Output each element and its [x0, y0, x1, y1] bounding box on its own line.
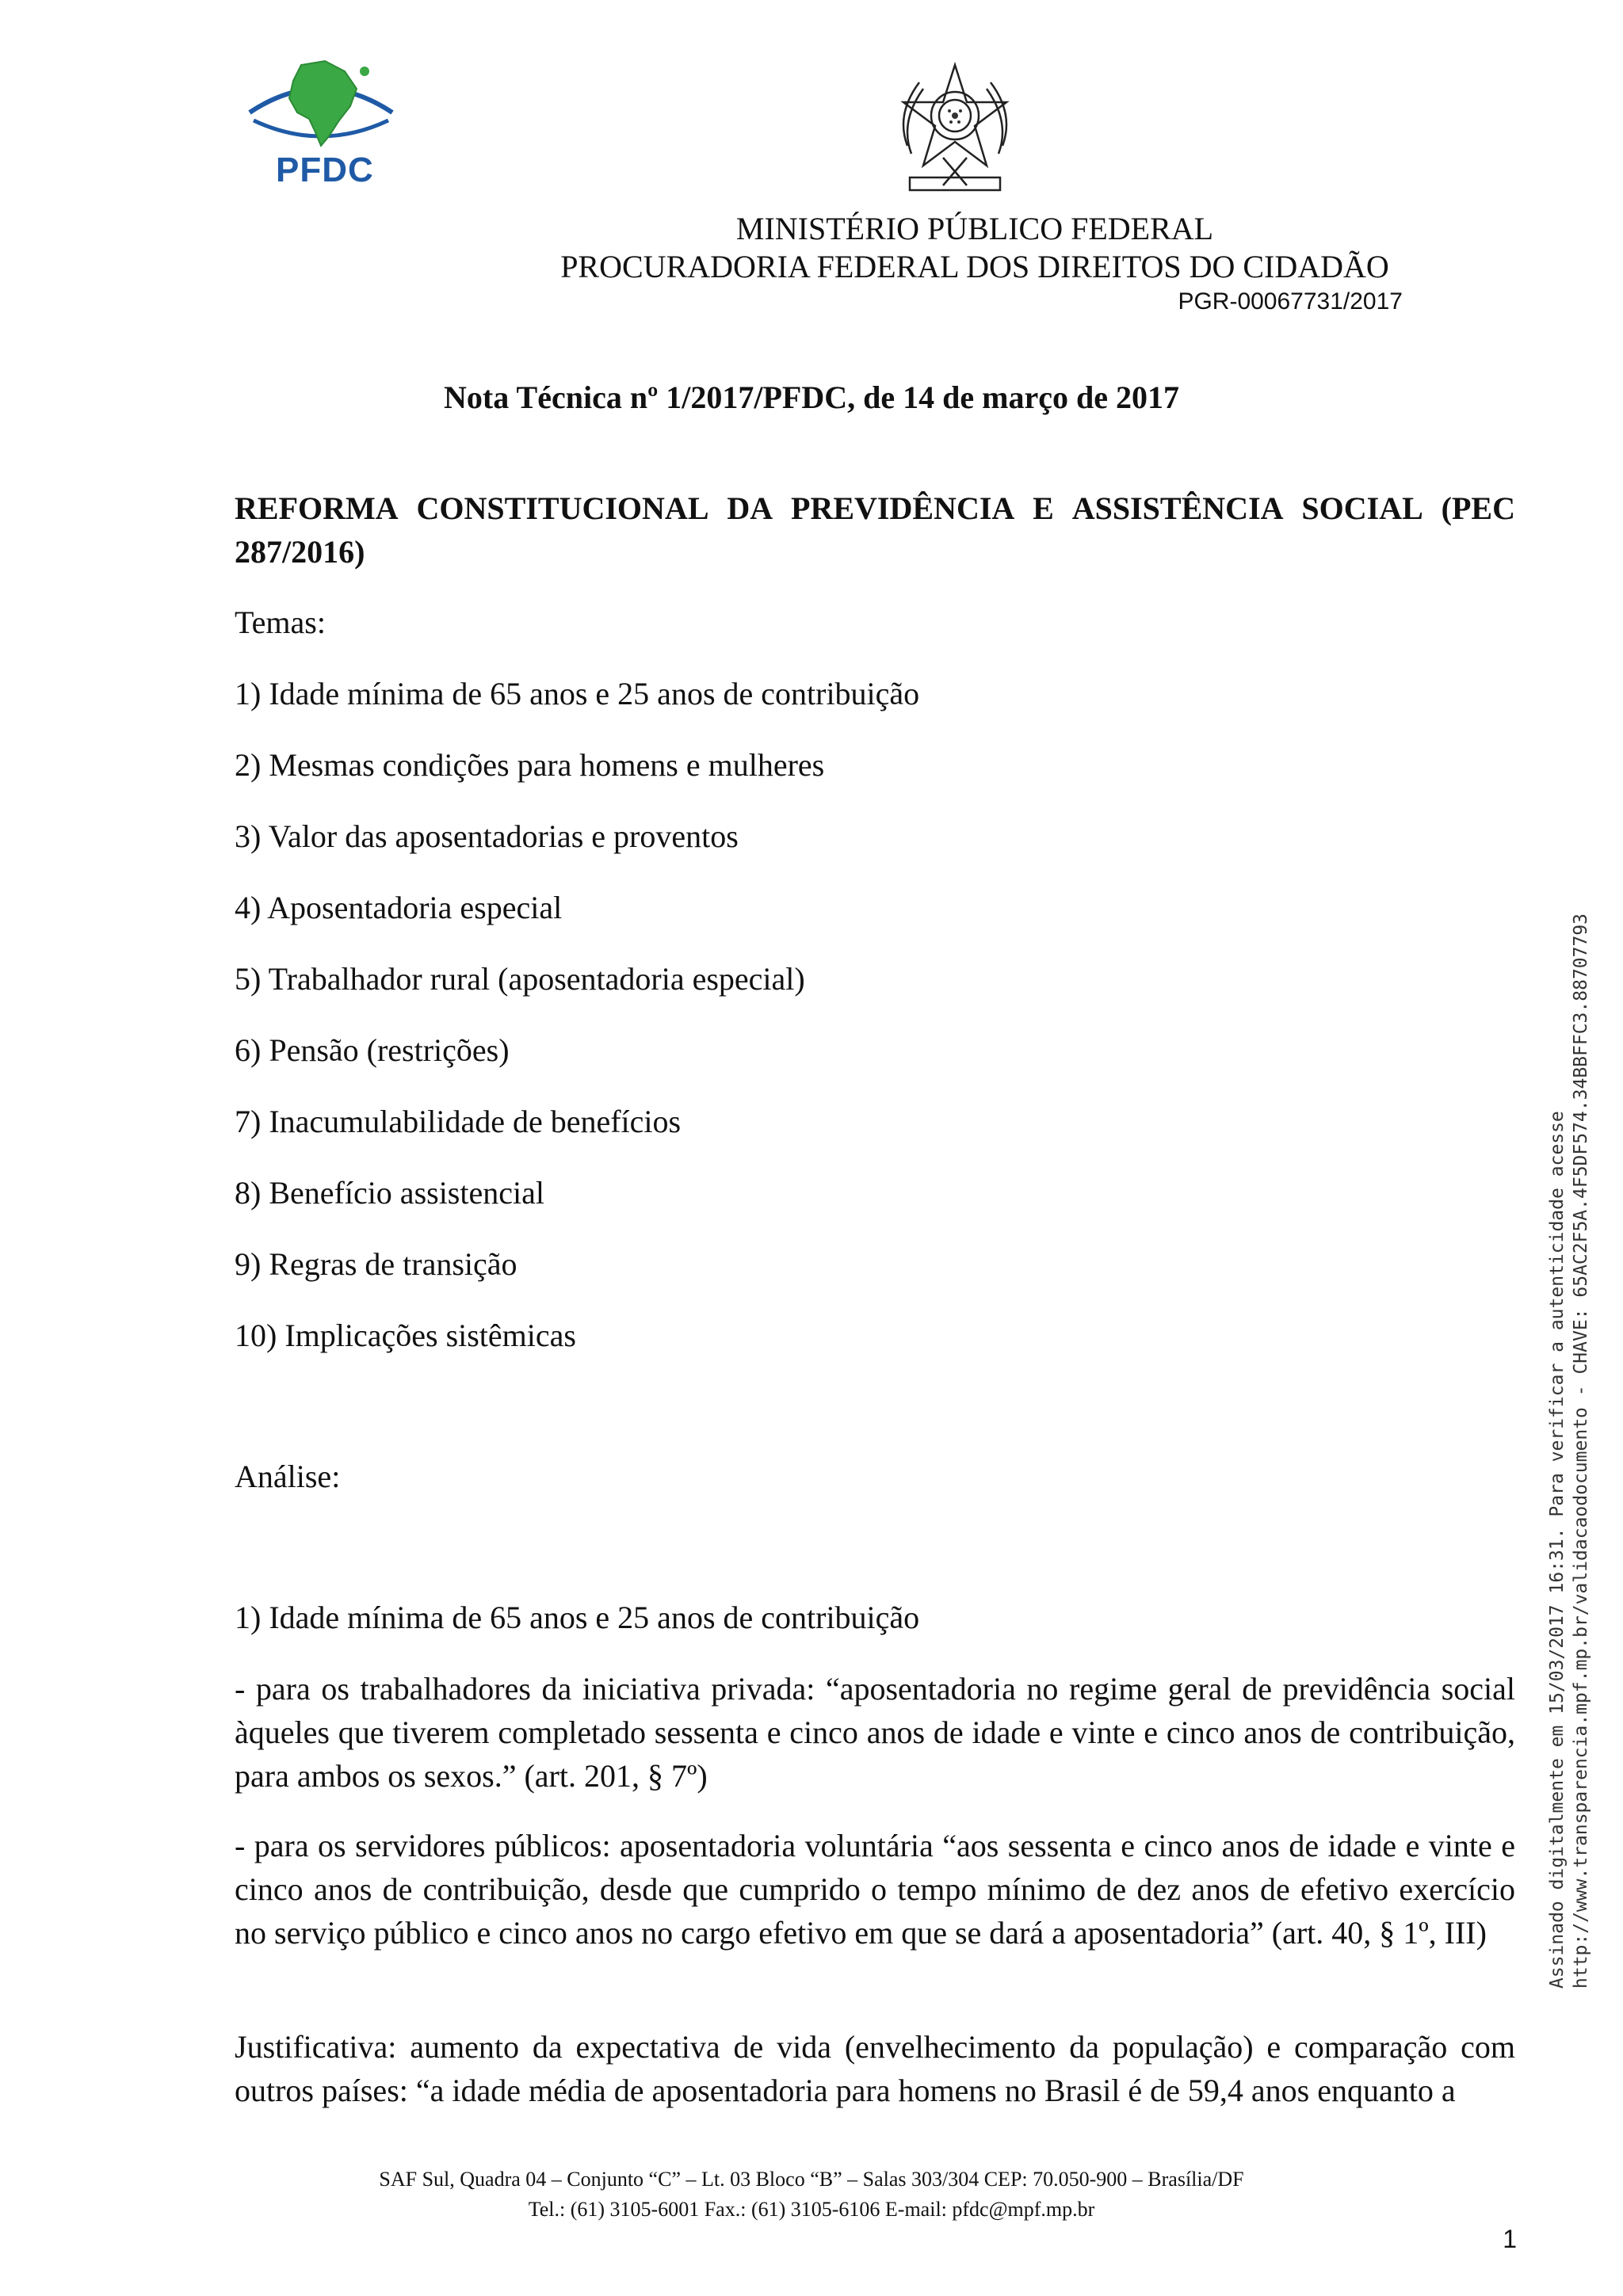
tema-item: 3) Valor das aposentadorias e proventos — [235, 818, 739, 854]
tema-item: 5) Trabalhador rural (aposentadoria especial) — [235, 961, 805, 997]
tema-item: 2) Mesmas condições para homens e mulheres — [235, 747, 825, 783]
pfdc-map-icon — [246, 57, 396, 152]
page-number: 1 — [1503, 2225, 1517, 2253]
section-heading: 1) Idade mínima de 65 anos e 25 anos de contribuição — [235, 1600, 920, 1635]
digital-signature-note — [1545, 913, 1593, 1989]
document-id: PGR-00067731/2017 — [1178, 288, 1403, 315]
pfdc-logo-text: PFDC — [276, 151, 374, 189]
tema-item: 8) Benefício assistencial — [235, 1175, 544, 1211]
paragraph-public-servants: - para os servidores públicos: aposentadoria voluntária “aos sessenta e cinco anos de idade e vinte e cinco anos de contribuição, desde que cumprido o tempo mínimo de dez anos de efetivo exercício no serviço público e cinco anos no cargo efetivo em que se dará a aposentadoria” (art. 40, § 1º, III) — [235, 1828, 1515, 1951]
tema-item: 9) Regras de transição — [235, 1246, 517, 1282]
coat-of-arms-icon — [888, 59, 1022, 201]
signature-line-1: Assinado digitalmente em 15/03/2017 16:31. Para verificar a autenticidade acesse — [1547, 1111, 1568, 1989]
temas-label: Temas: — [235, 605, 326, 640]
tema-item: 7) Inacumulabilidade de benefícios — [235, 1104, 682, 1139]
pfdc-logo — [246, 57, 396, 200]
paragraph-private-workers: - para os trabalhadores da iniciativa privada: “aposentadoria no regime geral de previdência social àqueles que tiverem completado sessenta e cinco anos de idade e vinte e cinco anos de contribuição, para ambos os sexos.” (art. 201, § 7º) — [235, 1671, 1515, 1794]
paragraph-justificativa: Justificativa: aumento da expectativa de vida (envelhecimento da população) e comparação com outros países: “a idade média de aposentadoria para homens no Brasil é de 59,4 anos enquanto a — [235, 2029, 1515, 2108]
header-ministry: MINISTÉRIO PÚBLICO FEDERAL — [735, 211, 1214, 246]
signature-line-2: http://www.transparencia.mpf.mp.br/validacaodocumento - CHAVE: 65AC2F5A.4F5DF574.34BBFFC3.88707793 — [1571, 913, 1591, 1989]
analise-label: Análise: — [235, 1459, 341, 1494]
tema-item: 1) Idade mínima de 65 anos e 25 anos de contribuição — [235, 676, 920, 711]
header-procuradoria: PROCURADORIA FEDERAL DOS DIREITOS DO CIDADÃO — [560, 249, 1389, 284]
footer-address: SAF Sul, Quadra 04 – Conjunto “C” – Lt. 03 Bloco “B” – Salas 303/304 CEP: 70.050-900 – Brasília/DF — [379, 2168, 1244, 2191]
tema-item: 10) Implicações sistêmicas — [235, 1318, 576, 1353]
document-title: Nota Técnica nº 1/2017/PFDC, de 14 de março de 2017 — [444, 379, 1179, 415]
footer-contact: Tel.: (61) 3105-6001 Fax.: (61) 3105-6106 E-mail: pfdc@mpf.mp.br — [528, 2198, 1095, 2221]
tema-item: 4) Aposentadoria especial — [235, 890, 563, 925]
document-subject: REFORMA CONSTITUCIONAL DA PREVIDÊNCIA E ASSISTÊNCIA SOCIAL (PEC 287/2016) — [235, 490, 1515, 570]
tema-item: 6) Pensão (restrições) — [235, 1032, 510, 1068]
